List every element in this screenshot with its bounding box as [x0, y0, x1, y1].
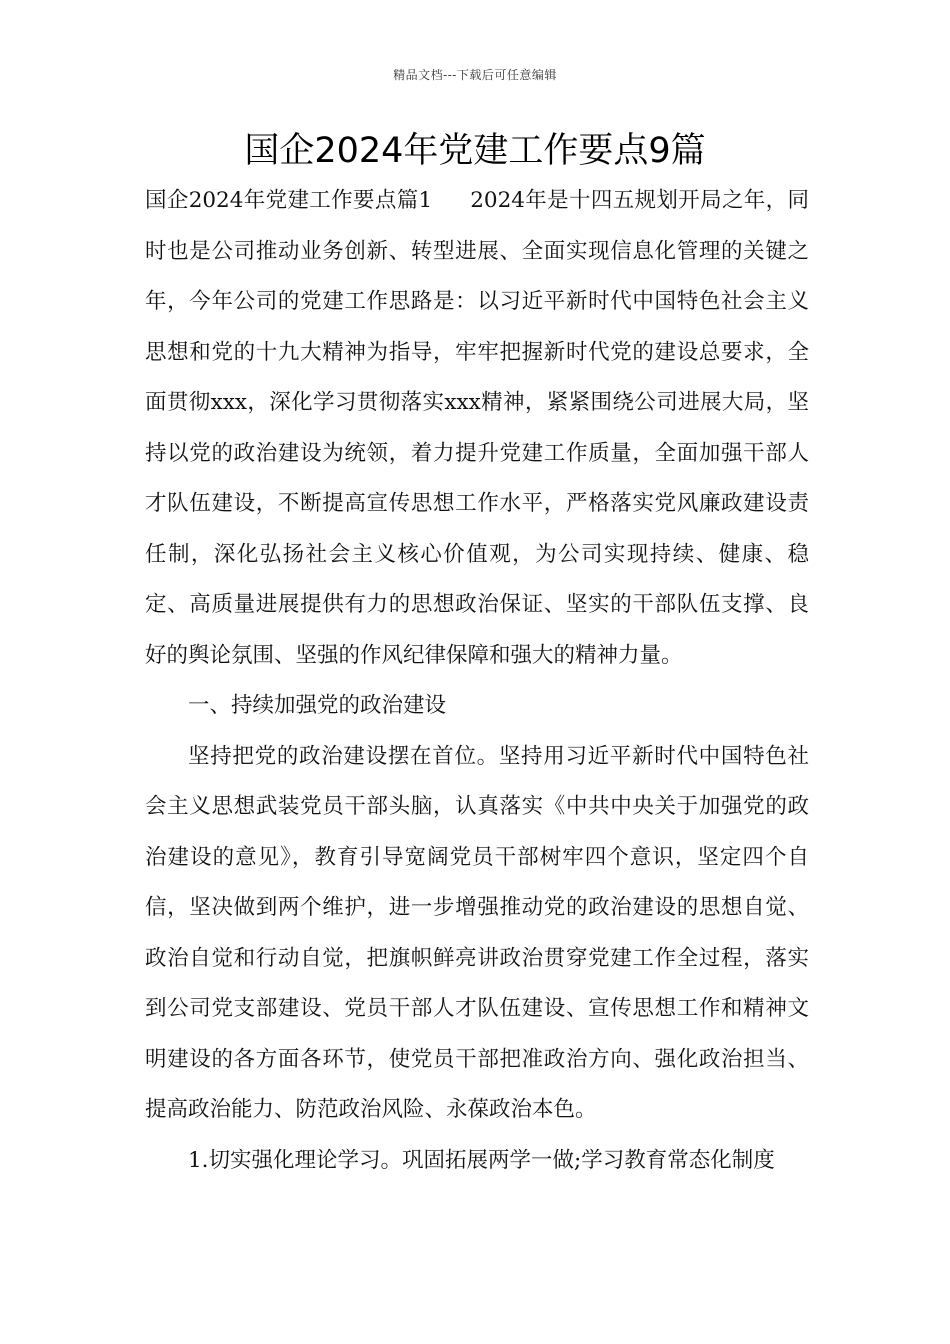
section-lead-title: 国企2024年党建工作要点篇1 — [145, 188, 433, 213]
document-title: 国企2024年党建工作要点9篇 — [244, 131, 706, 171]
intro-text: 2024年是十四五规划开局之年，同时也是公司推动业务创新、转型进展、全面实现信息化管理的关键之年，今年公司的党建工作思路是：以习近平新时代中国特色社会主义思想和党的十九大精神为指导，牢牢把握新时代党的建设总要求，全面贯彻xxx，深化学习贯彻落实xxx精神，紧紧围绕公司进展大局，坚持以党的政治建设为统领，着力提升党建工作质量，全面加强干部人才队伍建设，不断提高宣传思想工作水平，严格落实党风廉政建设责任制，深化弘扬社会主义核心价值观，为公司实现持续、健康、稳定、高质量进展提供有力的思想政治保证、坚实的干部队伍支撑、良好的舆论氛围、坚强的作风纪律保障和强大的精神力量。 — [145, 188, 809, 668]
section-paragraph: 坚持把党的政治建设摆在首位。坚持用习近平新时代中国特色社会主义思想武装党员干部头脑，认真落实《中共中央关于加强党的政治建设的意见》，教育引导宽阔党员干部树牢四个意识，坚定四个自信，坚决做到两个维护，进一步增强推动党的政治建设的思想自觉、政治自觉和行动自觉，把旗帜鲜亮讲政治贯穿党建工作全过程，落实到公司党支部建设、党员干部人才队伍建设、宣传思想工作和精神文明建设的各方面各环节，使党员干部把准政治方向、强化政治担当、提高政治能力、防范政治风险、永葆政治本色。 — [145, 743, 809, 1122]
document-body — [145, 176, 809, 1186]
list-item: 1.切实强化理论学习。巩固拓展两学一做;学习教育常态化制度 — [188, 1147, 775, 1173]
section-heading: 一、持续加强党的政治建设 — [188, 693, 447, 718]
header-note: 精品文档---下载后可任意编辑 — [393, 68, 557, 82]
intro-paragraph — [145, 176, 809, 681]
